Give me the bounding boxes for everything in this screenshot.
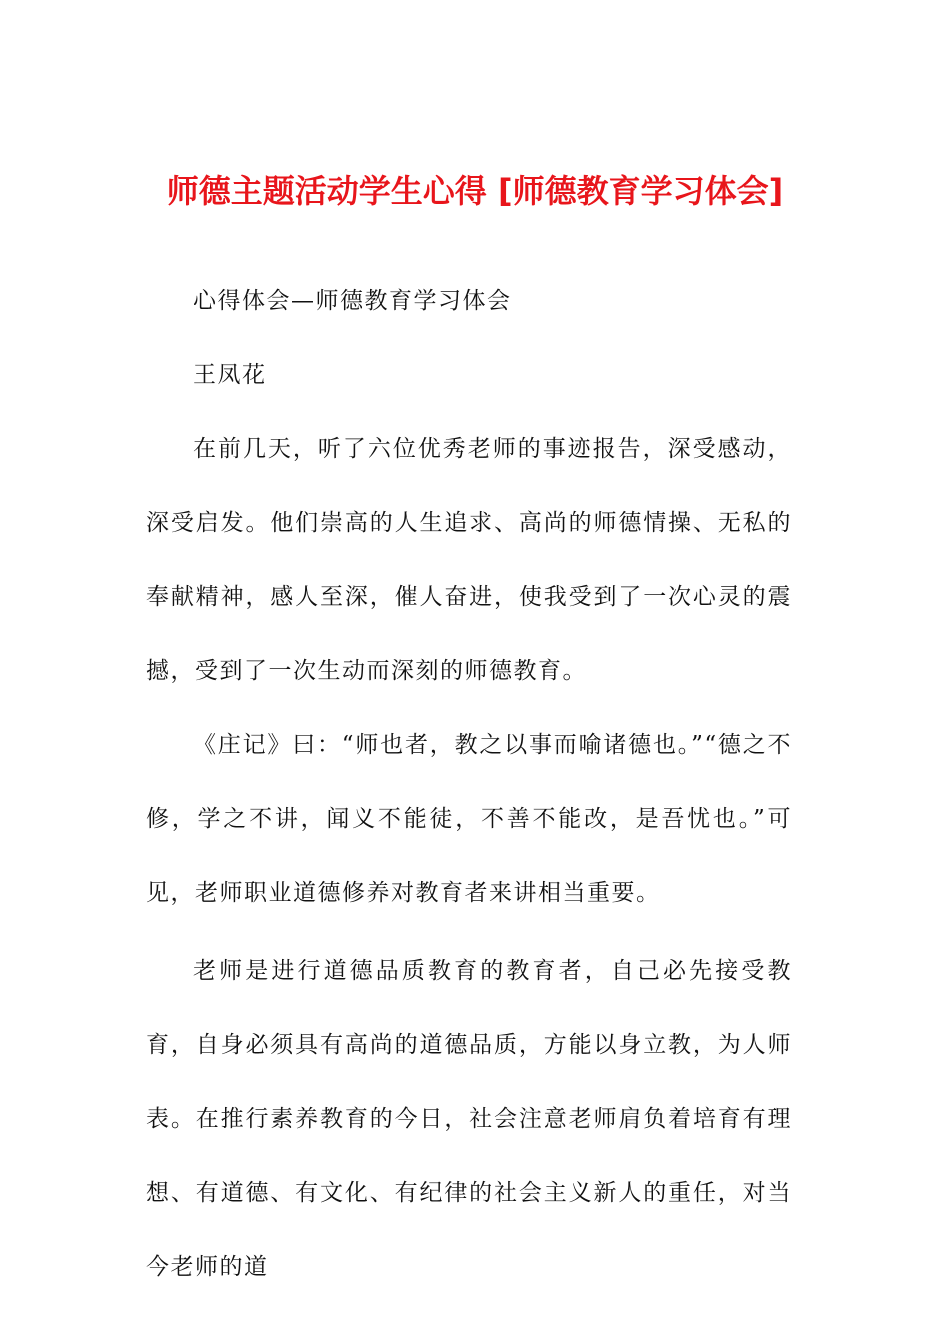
document-title: 师德主题活动学生心得 [师德教育学习体会]	[166, 172, 784, 211]
author-name: 王凤花	[193, 362, 267, 388]
body-paragraph: 在前几天，听了六位优秀老师的事迹报告，深受感动，深受启发。他们崇高的人生追求、高尚的师德情操、无私的奉献精神，感人至深，催人奋进，使我受到了一次心灵的震撼，受到了一次生动而深刻的师德教育。	[146, 436, 792, 684]
body-paragraph: 老师是进行道德品质教育的教育者，自己必先接受教育，自身必须具有高尚的道德品质，方能以身立教，为人师表。在推行素养教育的今日，社会注意老师肩负着培育有理想、有道德、有文化、有纪律的社会主义新人的重任，对当今老师的道	[146, 958, 792, 1280]
document-subtitle: 心得体会—师德教育学习体会	[193, 288, 512, 314]
body-paragraph: 《庄记》曰：“师也者，教之以事而喻诸德也。”“德之不修，学之不讲，闻义不能徒，不善不能改，是吾忧也。”可见，老师职业道德修养对教育者来讲相当重要。	[146, 732, 792, 906]
